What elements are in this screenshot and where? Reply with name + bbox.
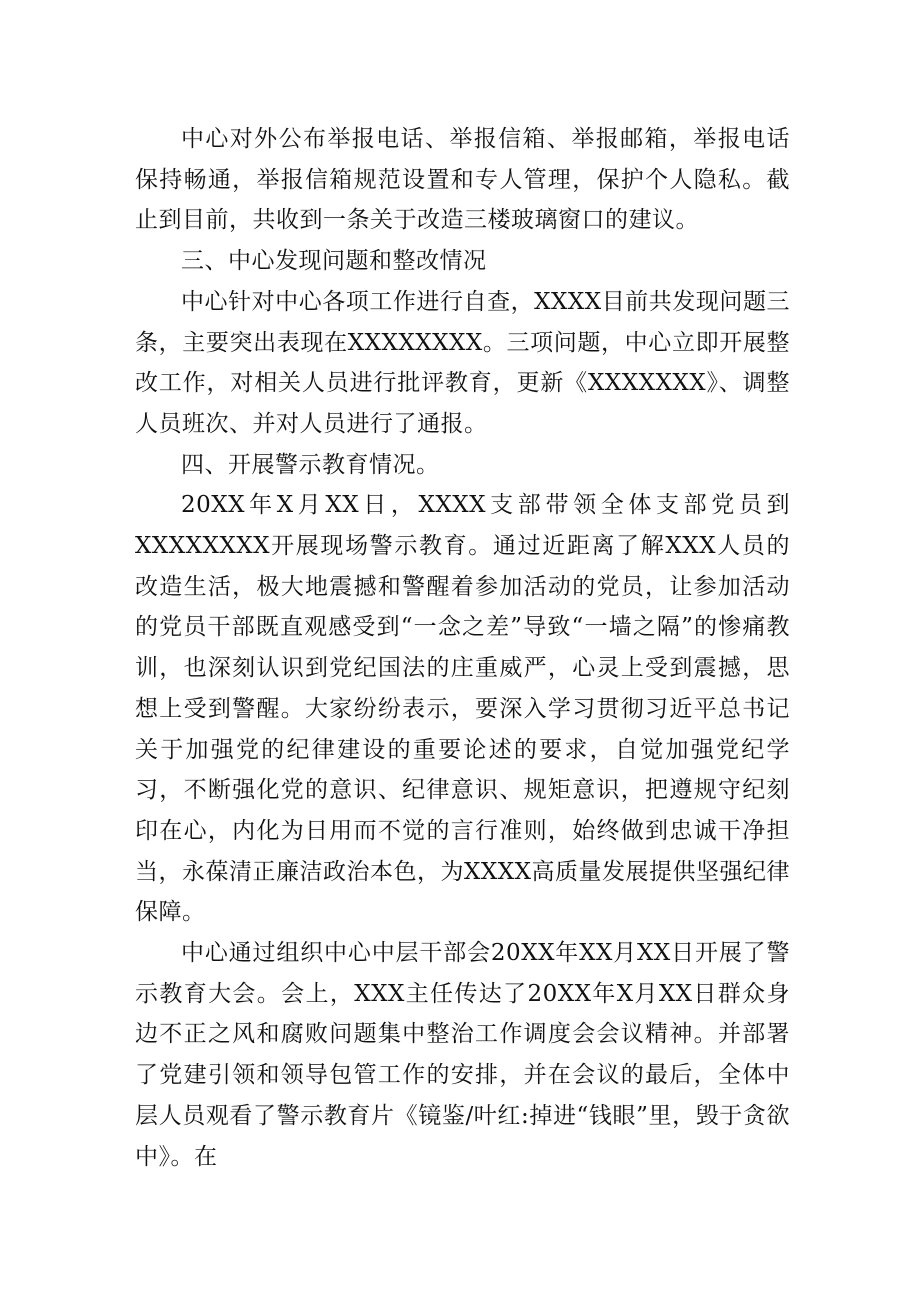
paragraph-self-inspection: 中心针对中心各项工作进行自查，XXXX目前共发现问题三条，主要突出表现在XXXXXXXX。三项问题，中心立即开展整改工作，对相关人员进行批评教育，更新《XXXXXXX》、调整人员班次、并对人员进行了通报。 [135,288,790,437]
document-body [135,119,790,1177]
section-heading-problems-rectification: 三、中心发现问题和整改情况 [181,248,487,275]
paragraph-reporting-channels: 中心对外公布举报电话、举报信箱、举报邮箱，举报电话保持畅通，举报信箱规范设置和专人管理，保护个人隐私。截止到目前，共收到一条关于改造三楼玻璃窗口的建议。 [135,126,790,234]
section-heading-warning-education: 四、开展警示教育情况。 [181,451,440,478]
paragraph-onsite-warning-education: 20XX年X月XX日，XXXX支部带领全体支部党员到XXXXXXXX开展现场警示教育。通过近距离了解XXX人员的改造生活，极大地震撼和警醒着参加活动的党员，让参加活动的党员干部既直观感受到“一念之差”导致“一墙之隔”的惨痛教训，也深刻认识到党纪国法的庄重威严，心灵上受到震撼，思想上受到警醒。大家纷纷表示，要深入学习贯彻习近平总书记关于加强党的纪律建设的重要论述的要求，自觉加强党纪学习，不断强化党的意识、纪律意识、规矩意识，把遵规守纪刻印在心，内化为日用而不觉的言行准则，始终做到忠诚干净担当，永葆清正廉洁政治本色，为XXXX高质量发展提供坚强纪律保障。 [135,492,790,926]
paragraph-warning-education-meeting: 中心通过组织中心中层干部会20XX年XX月XX日开展了警示教育大会。会上，XXX主任传达了20XX年X月XX日群众身边不正之风和腐败问题集中整治工作调度会会议精神。并部署了党建引领和领导包管工作的安排，并在会议的最后，全体中层人员观看了警示教育片《镜鉴/叶红:掉进“钱眼”里，毁于贪欲中》。在 [135,940,790,1170]
